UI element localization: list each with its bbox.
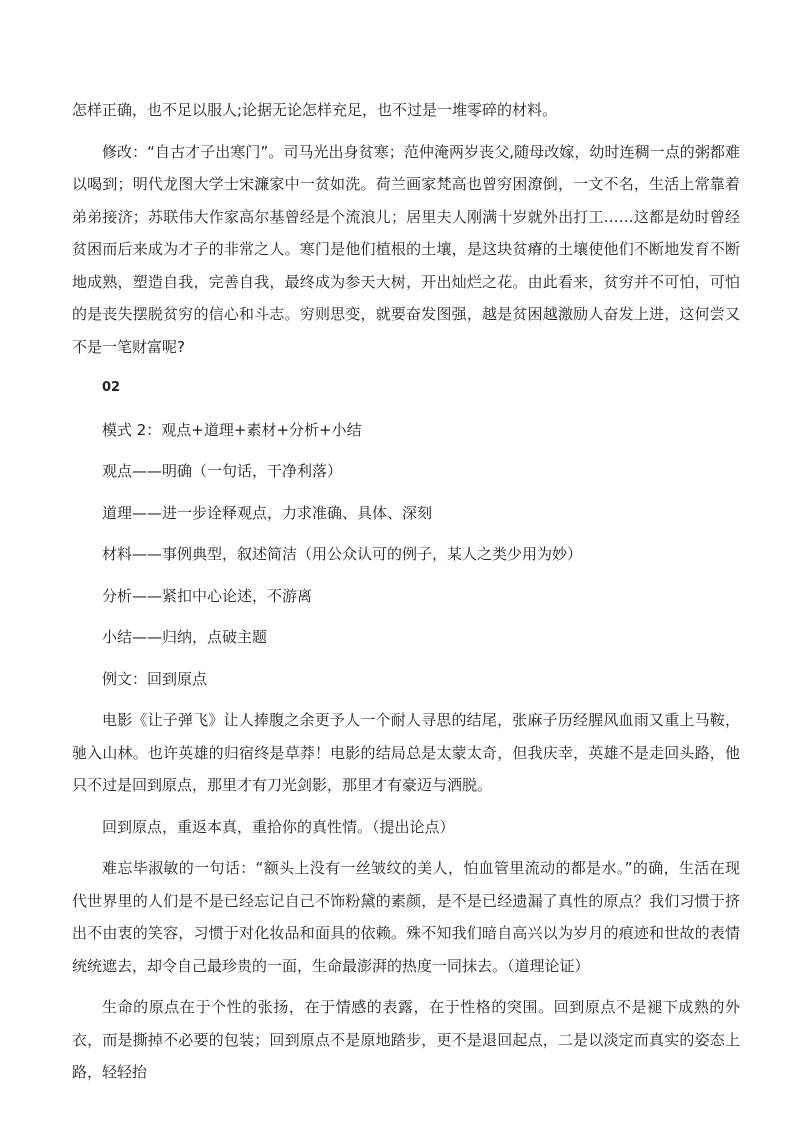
- item-viewpoint: 观点——明确（一句话，干净利落）: [102, 462, 343, 480]
- example-paragraph-3: 难忘毕淑敏的一句话：“额头上没有一丝皱纹的美人，怕血管里流动的都是水。”的确，生活在现代世界里的人们是不是已经忘记自己不饰粉黛的素颜，是不是已经遗漏了真性的原点？我们习惯于挤出不由衷的笑容，习惯于对化妆品和面具的依赖。殊不知我们暗自高兴以为岁月的痕迹和世故的表情统统遮去，却令自己最珍贵的一面，生命最澎湃的热度一同抹去。（道理论证）: [72, 859, 740, 975]
- item-analysis: 分析——紧扣中心论述，不游离: [102, 586, 313, 605]
- example-paragraph-2: 回到原点，重返本真，重拾你的真性情。（提出论点）: [102, 817, 455, 836]
- intro-line: 怎样正确，也不足以服人;论据无论怎样充足，也不过是一堆零碎的材料。: [72, 101, 558, 119]
- example-paragraph-4: 生命的原点在于个性的张扬，在于情感的表露，在于性格的突围。回到原点不是褪下成熟的外衣，而是撕掉不必要的包装；回到原点不是原地踏步，更不是退回起点，二是以淡定而真实的姿态上路，轻轻抬: [72, 998, 740, 1081]
- revision-paragraph: 修改：“自古才子出寒门”。司马光出身贫寒；范仲淹两岁丧父,随母改嫁，幼时连稠一点的粥都难以喝到；明代龙图大学士宋濂家中一贫如洗。荷兰画家梵高也曾穷困潦倒，一文不名，生活上常靠着弟弟接济；苏联伟大作家高尔基曾经是个流浪儿；居里夫人刚满十岁就外出打工……这都是幼时曾经贫困而后来成为才子的非常之人。寒门是他们植根的土壤，是这块贫瘠的土壤使他们不断地发育不断地成熟，塑造自我，完善自我，最终成为参天大树，开出灿烂之花。由此看来，贫穷并不可怕，可怕的是丧失摆脱贫穷的信心和斗志。穷则思变，就要奋发图强，越是贫困越激励人奋发上进，这何尝又不是一笔财富呢?: [72, 142, 740, 356]
- example-paragraph-1: 电影《让子弹飞》让人捧腹之余更予人一个耐人寻思的结尾，张麻子历经腥风血雨又重上马鞍，驰入山林。也许英雄的归宿终是草莽！电影的结局总是太蒙太奇，但我庆幸，英雄不是走回头路，他只不过是回到原点，那里才有刀光剑影，那里才有豪迈与洒脱。: [72, 711, 740, 794]
- item-reasoning: 道理——进一步诠释观点，力求准确、具体、深刻: [102, 503, 433, 522]
- section-number: 02: [102, 380, 121, 395]
- document-page: [72, 94, 740, 1089]
- item-material: 材料——事例典型，叙述简洁（用公众认可的例子，某人之类少用为妙）: [102, 545, 583, 563]
- example-title: 例文：回到原点: [102, 669, 208, 688]
- mode-line: 模式 2：观点+道理+素材+分析+小结: [102, 420, 362, 439]
- item-summary: 小结——归纳，点破主题: [102, 628, 268, 646]
